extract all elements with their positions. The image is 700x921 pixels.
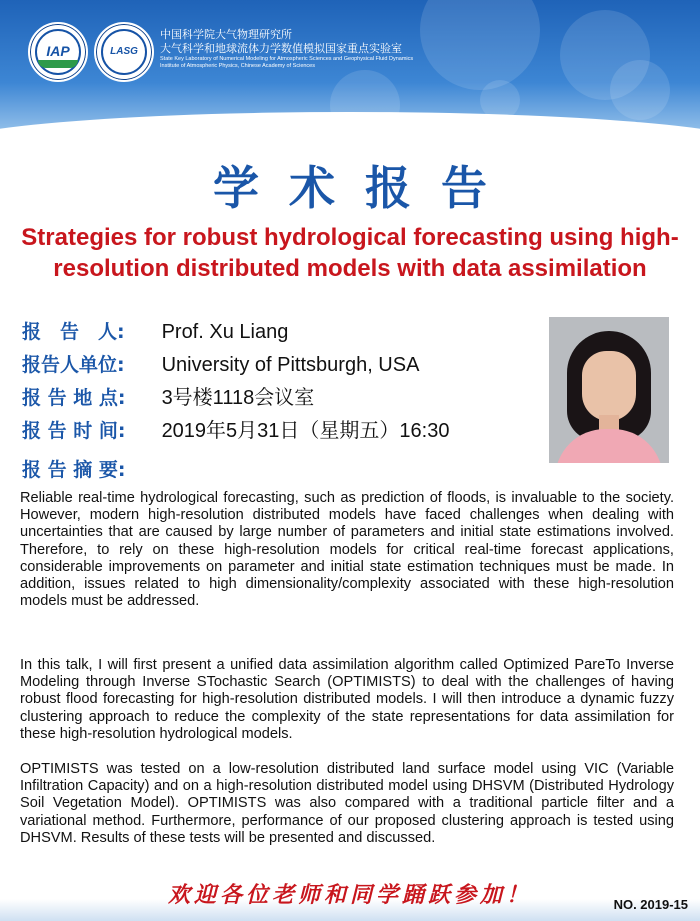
institute-block: [160, 28, 413, 70]
time-label: 报 告 时 间:: [22, 420, 126, 442]
welcome-slogan: 欢迎各位老师和同学踊跃参加！: [167, 882, 532, 908]
location-value: 3号楼1118会议室: [161, 387, 315, 409]
location-row: [22, 382, 314, 414]
abstract-paragraph-3: OPTIMISTS was tested on a low-resolution distributed land surface model using VIC (Variable Infiltration Capacity) and on a high-resolution distributed model using DHSVM (Distributed Hydrology Soil Vegetation Model). OPTIMISTS was also compared with a traditional particle filter and a variational method. Furthermore, performance of our proposed clustering approach is tested using DHSVM. Results of these tests will be presented and discussed.: [20, 761, 674, 846]
speaker-label: 报 告 人:: [22, 321, 125, 343]
time-row: [22, 415, 449, 447]
abstract-label: 报 告 摘 要:: [22, 459, 126, 481]
time-value: 2019年5月31日（星期五）16:30: [161, 420, 450, 442]
poster-number: NO. 2019-15: [613, 897, 688, 912]
affiliation-value: University of Pittsburgh, USA: [161, 354, 420, 376]
institute-name-en: Institute of Atmospheric Physics, Chinese Academy of Sciences: [160, 63, 315, 69]
abstract-paragraph-1: Reliable real-time hydrological forecasting, such as prediction of floods, is invaluable to the society. However, modern high-resolution distributed models have faced challenges when dealing with uncertainties that are caused by large number of parameters and initial state estimations involved. Therefore, to rely on these high-resolution models for critical real-time forecast applications, considerable improvements on parameter and initial state estimation techniques must be made. In addition, issues related to high dimensionality/complexity associated with these high-resolution models must be addressed.: [20, 490, 674, 610]
poster-heading: 学术报告: [213, 161, 517, 215]
institute-name-cn: 中国科学院大气物理研究所: [160, 29, 292, 41]
location-label: 报 告 地 点:: [22, 387, 126, 409]
lasg-logo: LASG: [94, 22, 154, 82]
header-banner: [0, 0, 700, 150]
speaker-value: Prof. Xu Liang: [161, 321, 289, 343]
lab-name-en: State Key Laboratory of Numerical Modeling for Atmospheric Sciences and Geophysical Fluid Dynamics: [160, 56, 414, 62]
affiliation-label: 报告人单位:: [22, 354, 125, 376]
iap-logo: IAP: [28, 22, 88, 82]
lab-name-cn: 大气科学和地球流体力学数值模拟国家重点实验室: [160, 43, 402, 55]
speaker-row: [22, 316, 288, 348]
affiliation-row: [22, 349, 419, 381]
abstract-paragraph-2: In this talk, I will first present a unified data assimilation algorithm called Optimized PareTo Inverse Modeling through Inverse STochastic Search (OPTIMISTS) to deal with the challenges of having robust flood forecasting for high-resolution distributed models. I will then introduce a dynamic fuzzy clustering approach to reduce the complexity of the state representations for data assimilation for these high-resolution hydrological models.: [20, 657, 674, 742]
speaker-photo: [549, 317, 669, 463]
talk-title: Strategies for robust hydrological forecasting using high-resolution distributed models with data assimilation: [21, 224, 679, 282]
